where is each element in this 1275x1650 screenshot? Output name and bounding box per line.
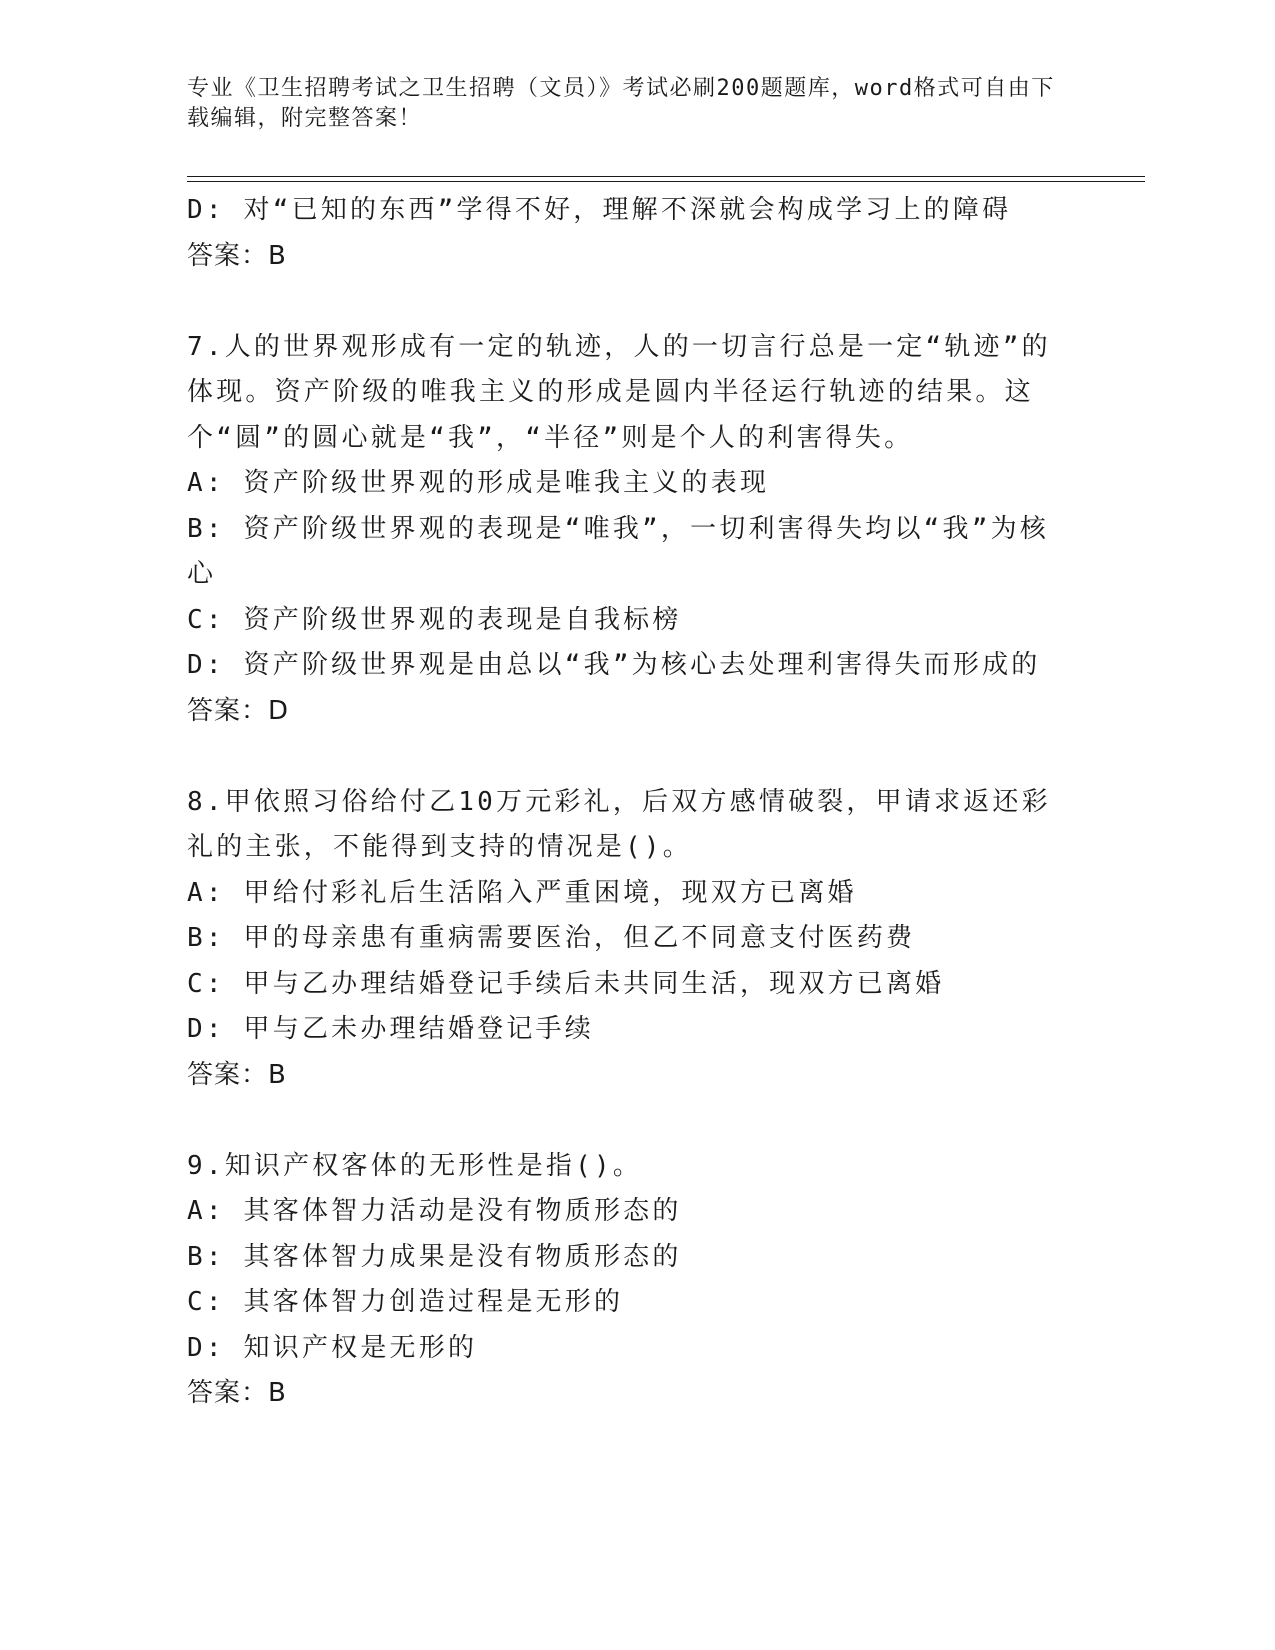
answer-line: 答案：B <box>187 1059 287 1090</box>
answer-line: 答案：B <box>187 1378 287 1408</box>
header-rule-top <box>187 176 1145 177</box>
spacer <box>187 734 1067 780</box>
option-a: A: 甲给付彩礼后生活陷入严重困境，现双方已离婚 <box>187 877 857 908</box>
question-9 <box>187 1144 1067 1417</box>
option-c: C: 甲与乙办理结婚登记手续后未共同生活，现双方已离婚 <box>187 968 945 999</box>
option-d: D: 知识产权是无形的 <box>187 1332 478 1363</box>
option-c: C: 其客体智力创造过程是无形的 <box>187 1287 624 1317</box>
option-a: A: 其客体智力活动是没有物质形态的 <box>187 1196 682 1226</box>
option-d: D: 对“已知的东西”学得不好，理解不深就会构成学习上的障碍 <box>187 195 1012 225</box>
header-rule-bottom <box>187 181 1145 182</box>
question-stem: 8.甲依照习俗给付乙10万元彩礼，后双方感情破裂，甲请求返还彩礼的主张，不能得到支持的情况是()。 <box>187 786 1051 862</box>
spacer <box>187 279 1067 325</box>
question-8 <box>187 780 1067 1099</box>
spacer <box>187 1098 1067 1144</box>
answer-line: 答案：B <box>187 240 287 271</box>
option-a: A: 资产阶级世界观的形成是唯我主义的表现 <box>187 468 770 498</box>
previous-question-tail <box>187 188 1067 279</box>
option-b: B: 资产阶级世界观的表现是“唯我”，一切利害得失均以“我”为核心 <box>187 513 1049 589</box>
answer-line: 答案：D <box>187 695 290 726</box>
question-7 <box>187 325 1067 735</box>
document-body <box>187 188 1067 1417</box>
option-b: B: 甲的母亲患有重病需要医治，但乙不同意支付医药费 <box>187 923 916 953</box>
option-d: D: 资产阶级世界观是由总以“我”为核心去处理利害得失而形成的 <box>187 650 1041 680</box>
option-b: B: 其客体智力成果是没有物质形态的 <box>187 1241 682 1272</box>
page-header: 专业《卫生招聘考试之卫生招聘（文员）》考试必刷200题题库，word格式可自由下载编辑，附完整答案！ <box>187 76 1055 131</box>
question-stem: 9.知识产权客体的无形性是指()。 <box>187 1150 643 1181</box>
option-d: D: 甲与乙未办理结婚登记手续 <box>187 1014 594 1044</box>
option-c: C: 资产阶级世界观的表现是自我标榜 <box>187 604 682 635</box>
question-stem: 7.人的世界观形成有一定的轨迹，人的一切言行总是一定“轨迹”的体现。资产阶级的唯我主义的形成是圆内半径运行轨迹的结果。这个“圆”的圆心就是“我”，“半径”则是个人的利害得失。 <box>187 331 1051 453</box>
